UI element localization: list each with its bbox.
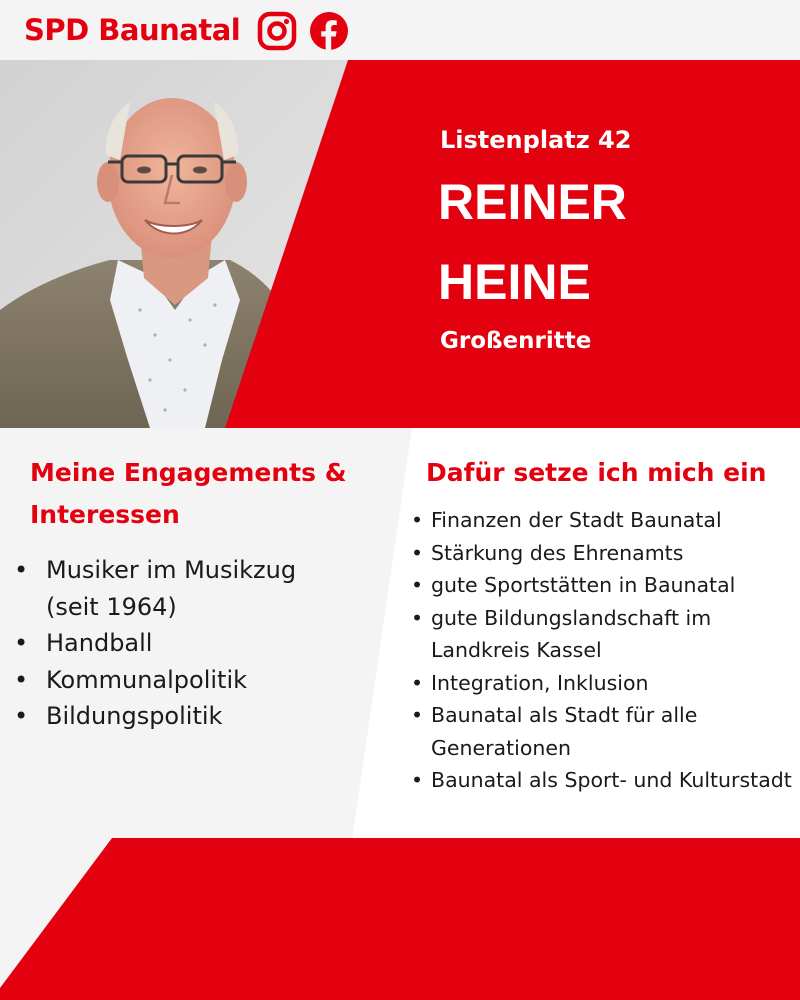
- header-bar: [0, 0, 800, 60]
- bullet-icon: •: [411, 768, 424, 792]
- bullet-icon: •: [411, 540, 424, 565]
- list-item: • Kommunalpolitik: [30, 662, 370, 699]
- bullet-icon: •: [14, 629, 29, 657]
- candidate-first-name: REINER: [438, 174, 627, 230]
- list-item: Landkreis Kassel: [431, 638, 602, 662]
- engagements-title-line1: Meine Engagements &: [30, 458, 347, 487]
- list-item: • Bildungspolitik: [30, 698, 370, 735]
- bullet-icon: •: [411, 508, 424, 532]
- list-item: • Handball: [30, 625, 370, 662]
- list-item: • gute Sportstätten in Baunatal: [426, 569, 798, 602]
- facebook-icon[interactable]: [308, 10, 350, 52]
- bullet-icon: •: [411, 703, 424, 727]
- list-item: • Baunatal als Stadt für alle: [426, 699, 798, 732]
- bullet-icon: •: [14, 556, 29, 584]
- engagements-title-line2: Interessen: [30, 500, 180, 529]
- bullet-icon: •: [14, 702, 29, 730]
- candidate-portrait: [0, 60, 800, 428]
- bullet-icon: •: [411, 670, 424, 695]
- list-item: • Integration, Inklusion: [426, 667, 798, 700]
- candidate-location: Großenritte: [440, 328, 592, 354]
- engagements-list: [14, 552, 370, 735]
- bullet-icon: •: [411, 573, 424, 597]
- bottom-red-band: [0, 838, 800, 1000]
- goals-column: [411, 452, 798, 797]
- list-item: Generationen: [431, 735, 571, 760]
- list-item: • Baunatal als Sport- und Kulturstadt: [426, 764, 798, 797]
- engagements-column: [14, 452, 370, 735]
- candidate-last-name: HEINE: [438, 254, 591, 310]
- list-item: • Musiker im Musikzug: [30, 552, 370, 589]
- bullet-icon: •: [411, 605, 424, 630]
- list-place-label: Listenplatz 42: [440, 126, 632, 154]
- list-item: • Stärkung des Ehrenamts: [426, 537, 798, 570]
- bullet-icon: •: [14, 665, 29, 694]
- hero-section: [0, 60, 800, 428]
- list-item: • gute Bildungslandschaft im: [426, 602, 798, 635]
- instagram-icon[interactable]: [256, 10, 298, 52]
- list-item: (seit 1964): [46, 592, 177, 621]
- goals-title: Dafür setze ich mich ein: [426, 458, 767, 487]
- goals-list: [411, 504, 798, 797]
- brand-title: SPD Baunatal: [24, 13, 241, 47]
- list-item: • Finanzen der Stadt Baunatal: [426, 504, 798, 537]
